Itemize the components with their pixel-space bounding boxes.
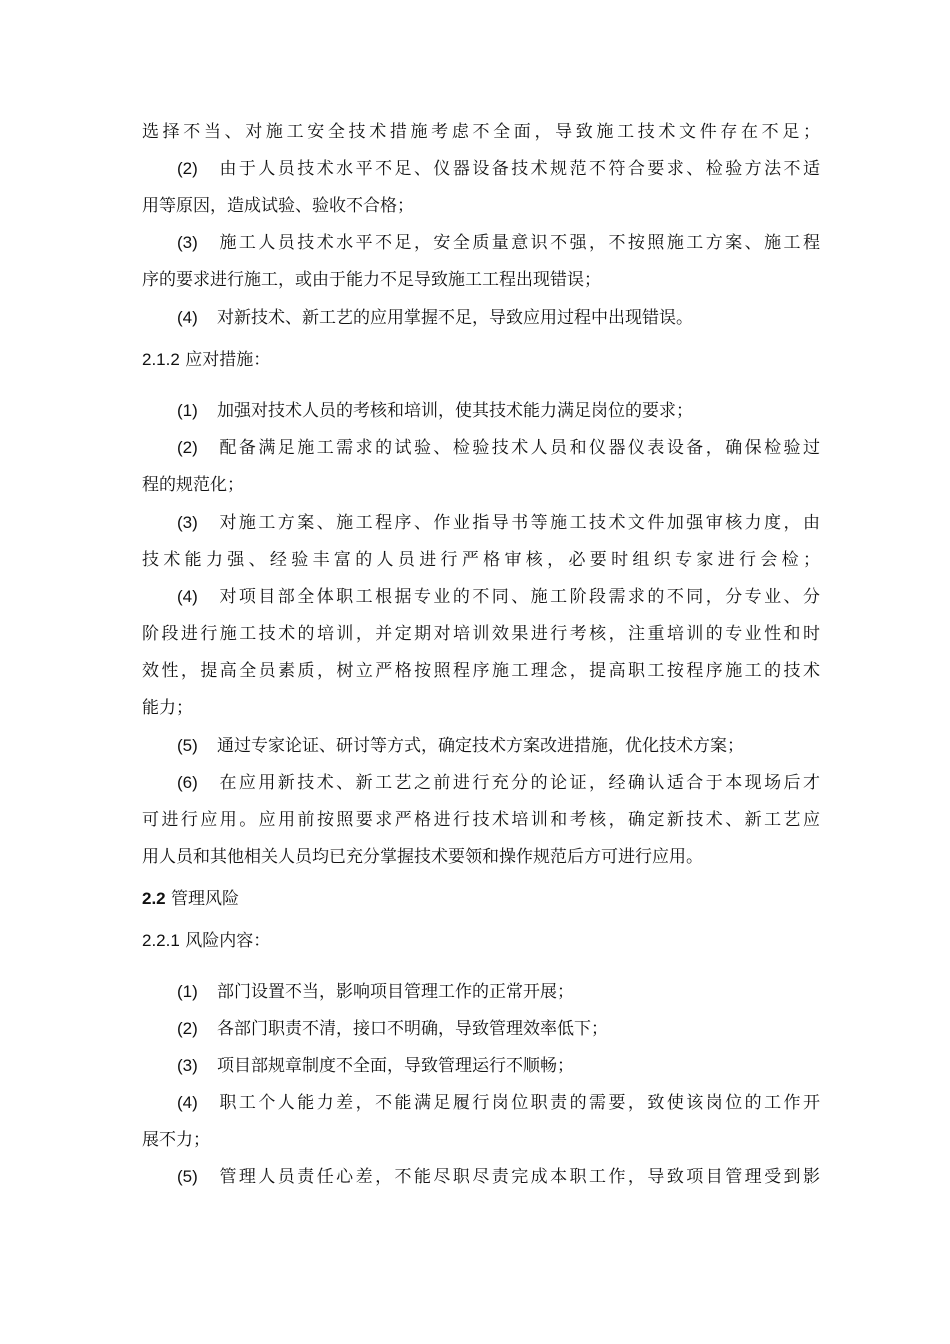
risk-item-2 (177, 1017, 820, 1041)
risk-item-3 (177, 1054, 820, 1078)
paragraph-line (142, 845, 820, 869)
heading-text: 管理风险 (171, 889, 240, 909)
line-text: 展不力； (142, 1130, 210, 1150)
line-text: 能力； (142, 698, 193, 718)
list-number: (3) (177, 233, 198, 252)
list-number: (5) (177, 1167, 198, 1186)
list-number: (4) (177, 587, 198, 606)
measure-item-6 (177, 771, 820, 795)
measure-item-2 (177, 436, 820, 460)
line-text: 部门设置不当，影响项目管理工作的正常开展； (217, 982, 574, 1002)
line-text: 对施工方案、施工程序、作业指导书等施工技术文件加强审核力度，由 (217, 513, 820, 533)
list-number: (2) (177, 438, 198, 457)
line-text: 序的要求进行施工，或由于能力不足导致施工工程出现错误； (142, 270, 601, 290)
heading-text: 风险内容： (185, 931, 271, 951)
list-number: (3) (177, 1056, 198, 1075)
line-text: 阶段进行施工技术的培训，并定期对培训效果进行考核，注重培训的专业性和时 (142, 624, 820, 644)
heading-text: 应对措施： (185, 350, 271, 370)
heading-number: 2.2.1 (142, 931, 180, 950)
paragraph-line (142, 194, 820, 218)
paragraph-line (142, 622, 820, 646)
line-text: 对项目部全体职工根据专业的不同、施工阶段需求的不同，分专业、分 (217, 587, 820, 607)
measure-item-5 (177, 734, 820, 758)
section-heading-2-1-2 (142, 348, 820, 372)
heading-number: 2.2 (142, 889, 166, 908)
measure-item-4 (177, 585, 820, 609)
line-text: 职工个人能力差，不能满足履行岗位职责的需要，致使该岗位的工作开 (217, 1093, 820, 1113)
line-text: 用人员和其他相关人员均已充分掌握技术要领和操作规范后方可进行应用。 (142, 847, 703, 867)
list-number: (2) (177, 159, 198, 178)
paragraph-line (142, 696, 820, 720)
list-number: (2) (177, 1019, 198, 1038)
risk-item-1 (177, 980, 820, 1004)
list-item-2 (177, 157, 820, 181)
list-number: (5) (177, 736, 198, 755)
line-text: 对新技术、新工艺的应用掌握不足，导致应用过程中出现错误。 (217, 308, 693, 328)
list-number: (4) (177, 1093, 198, 1112)
line-text: 项目部规章制度不全面，导致管理运行不顺畅； (217, 1056, 574, 1076)
paragraph-line (142, 659, 820, 683)
list-number: (1) (177, 982, 198, 1001)
list-number: (1) (177, 401, 198, 420)
list-item-4 (177, 306, 820, 330)
section-heading-2-2 (142, 887, 820, 911)
line-text: 配备满足施工需求的试验、检验技术人员和仪器仪表设备，确保检验过 (217, 438, 820, 458)
risk-item-5 (177, 1165, 820, 1189)
line-text: 程的规范化； (142, 475, 244, 495)
measure-item-3 (177, 511, 820, 535)
line-text: 加强对技术人员的考核和培训，使其技术能力满足岗位的要求； (217, 401, 693, 421)
line-text: 施工人员技术水平不足，安全质量意识不强，不按照施工方案、施工程 (217, 233, 820, 253)
line-text: 用等原因，造成试验、验收不合格； (142, 196, 414, 216)
line-text: 通过专家论证、研讨等方式，确定技术方案改进措施，优化技术方案； (217, 736, 744, 756)
paragraph-line (142, 548, 820, 572)
line-text: 在应用新技术、新工艺之前进行充分的论证，经确认适合于本现场后才 (217, 773, 820, 793)
line-text: 可进行应用。应用前按照要求严格进行技术培训和考核，确定新技术、新工艺应 (142, 810, 820, 830)
paragraph-line (142, 1128, 820, 1152)
line-text: 各部门职责不清，接口不明确，导致管理效率低下； (217, 1019, 608, 1039)
list-item-3 (177, 231, 820, 255)
paragraph-line (142, 473, 820, 497)
section-heading-2-2-1 (142, 929, 820, 953)
line-text: 技术能力强、经验丰富的人员进行严格审核，必要时组织专家进行会检； (142, 550, 820, 570)
list-number: (3) (177, 513, 198, 532)
line-text: 选择不当、对施工安全技术措施考虑不全面，导致施工技术文件存在不足； (142, 122, 820, 142)
line-text: 由于人员技术水平不足、仪器设备技术规范不符合要求、检验方法不适 (217, 159, 820, 179)
risk-item-4 (177, 1091, 820, 1115)
list-number: (4) (177, 308, 198, 327)
paragraph-line (142, 120, 820, 144)
paragraph-line (142, 808, 820, 832)
list-number: (6) (177, 773, 198, 792)
measure-item-1 (177, 399, 820, 423)
line-text: 管理人员责任心差，不能尽职尽责完成本职工作，导致项目管理受到影 (217, 1167, 820, 1187)
line-text: 效性，提高全员素质，树立严格按照程序施工理念，提高职工按程序施工的技术 (142, 661, 820, 681)
heading-number: 2.1.2 (142, 350, 180, 369)
paragraph-line (142, 268, 820, 292)
